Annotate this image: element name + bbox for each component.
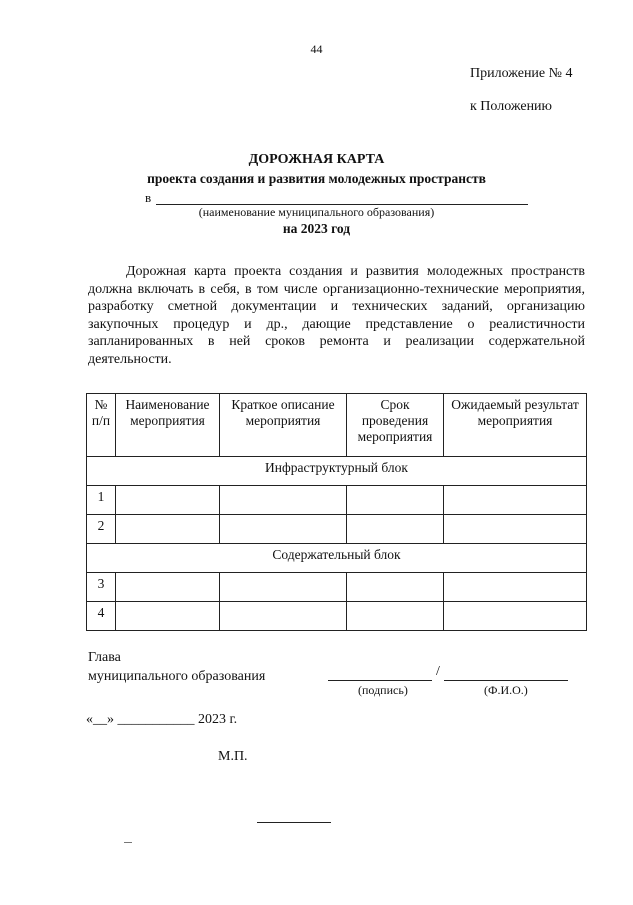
cell-result[interactable] [444,486,587,515]
cell-description[interactable] [220,486,347,515]
municipality-hint: (наименование муниципального образования) [198,205,435,219]
header-description: Краткое описание мероприятия [220,394,347,457]
row-number: 4 [87,602,116,631]
scan-mark [124,842,132,843]
table-row [87,515,587,544]
signatory-title [88,648,265,686]
signature-caption: (подпись) [358,683,408,697]
table-row [87,602,587,631]
header-number: № п/п [87,394,116,457]
footer-divider [257,822,331,823]
group-title: Инфраструктурный блок [87,457,587,486]
group-row-infrastructure [87,457,587,486]
table-row [87,486,587,515]
document-title: ДОРОЖНАЯ КАРТА [248,152,385,167]
signatory-line-2: муниципального образования [88,669,266,684]
document-year: на 2023 год [282,221,351,236]
name-blank-line [444,680,568,681]
cell-name[interactable] [116,602,220,631]
municipality-prefix: в [145,190,152,205]
roadmap-table [86,393,587,631]
table-header-row [87,394,587,457]
table-row [87,573,587,602]
header-result: Ожидаемый результат мероприятия [444,394,587,457]
header-name: Наименование мероприятия [116,394,220,457]
signature-blank-line [328,680,432,681]
cell-description[interactable] [220,573,347,602]
cell-term[interactable] [347,602,444,631]
document-subtitle: проекта создания и развития молодежных пространств [147,171,486,186]
cell-description[interactable] [220,515,347,544]
intro-paragraph: Дорожная карта проекта создания и развития молодежных пространств должна включать в себя, в том числе организационно-технические мероприятия, разработку сметной документации и технических заданий, организацию закупочных процедур и др., дающие представление о реалистичности запланированных в ней сроков ремонта и реализации содержательной деятельности. [88,264,585,367]
appendix-line-2: к Положению [470,99,553,114]
group-row-content [87,544,587,573]
row-number: 2 [87,515,116,544]
row-number: 3 [87,573,116,602]
cell-term[interactable] [347,486,444,515]
date-line: «__» ___________ 2023 г. [86,712,238,727]
cell-result[interactable] [444,515,587,544]
header-term: Срок проведения мероприятия [347,394,444,457]
appendix-line-1: Приложение № 4 [470,66,573,81]
cell-term[interactable] [347,573,444,602]
stamp-placeholder: М.П. [218,749,248,764]
cell-name[interactable] [116,486,220,515]
cell-name[interactable] [116,515,220,544]
cell-term[interactable] [347,515,444,544]
cell-description[interactable] [220,602,347,631]
cell-result[interactable] [444,602,587,631]
group-title: Содержательный блок [87,544,587,573]
signatory-line-1: Глава [88,650,121,665]
name-caption: (Ф.И.О.) [484,683,528,697]
cell-name[interactable] [116,573,220,602]
page-number: 44 [310,42,323,56]
signature-separator: / [436,664,440,679]
cell-result[interactable] [444,573,587,602]
row-number: 1 [87,486,116,515]
